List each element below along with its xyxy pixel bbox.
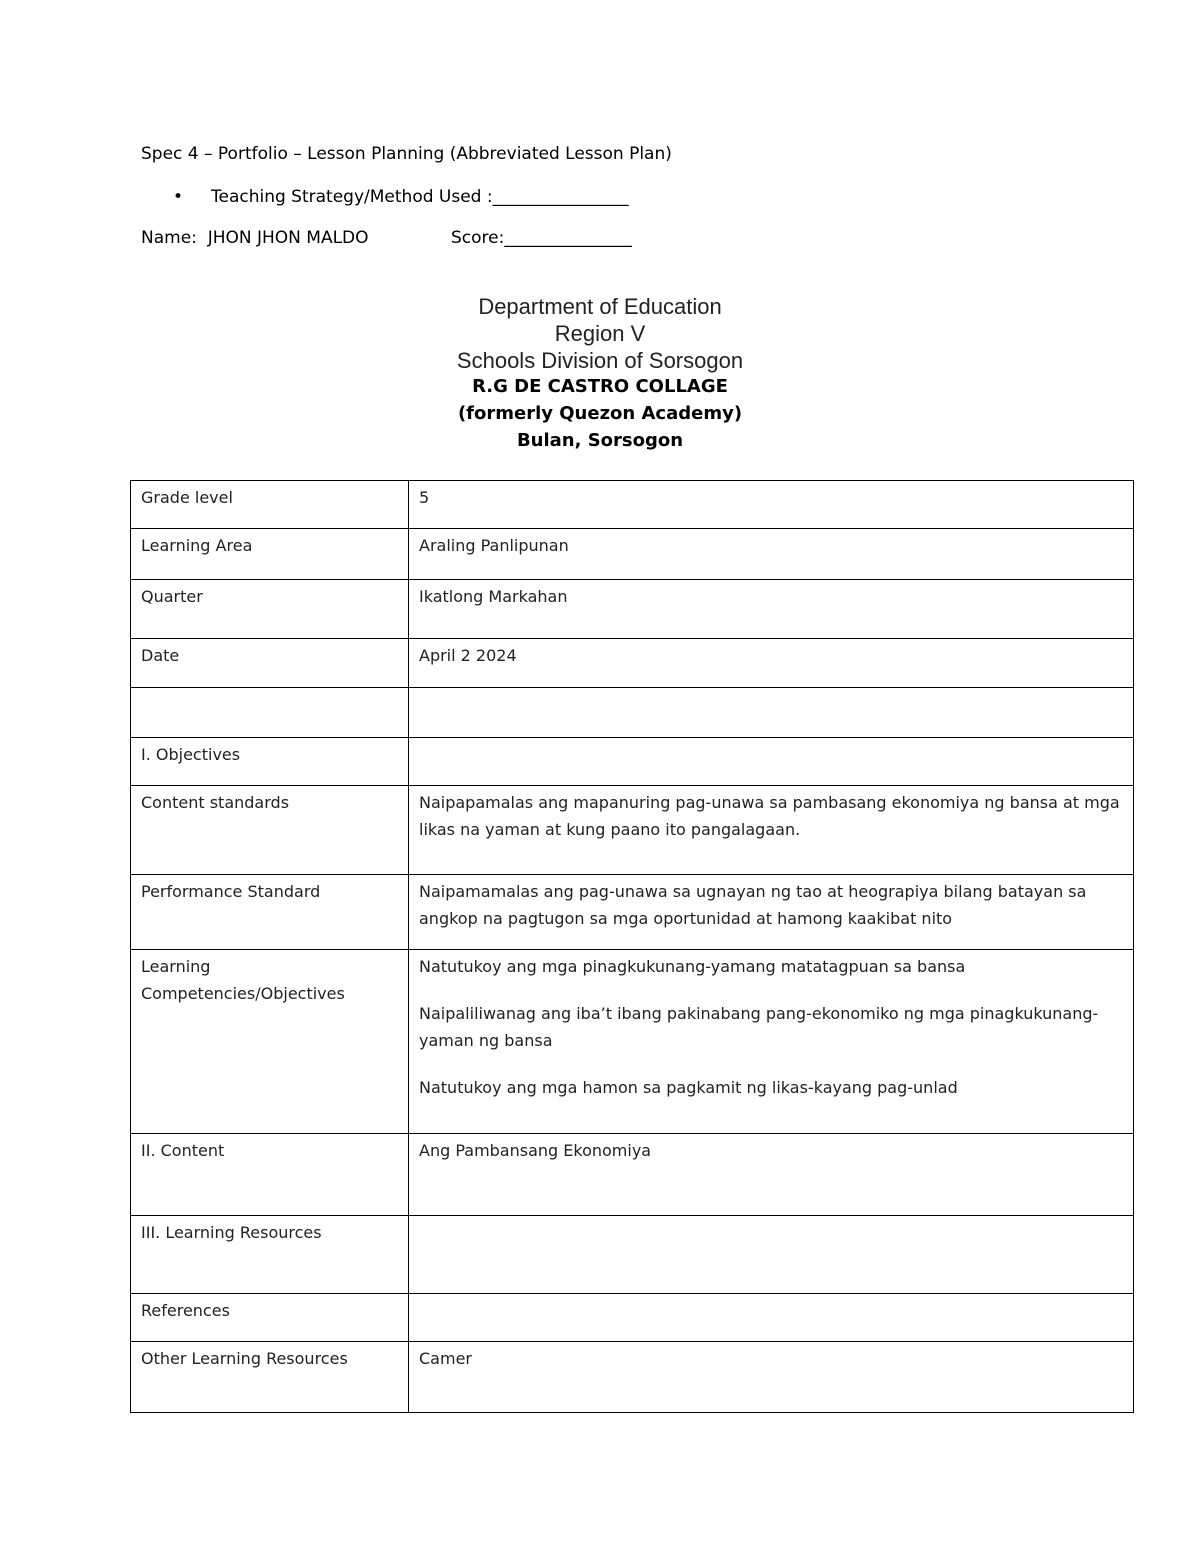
- table-row: [131, 481, 1134, 529]
- formerly-heading: (formerly Quezon Academy): [457, 403, 743, 424]
- row-label: Learning Area: [131, 529, 409, 580]
- table-row: [131, 639, 1134, 688]
- row-label: Content standards: [131, 786, 409, 875]
- row-label: I. Objectives: [131, 738, 409, 786]
- strategy-line: [173, 187, 629, 207]
- location-heading: Bulan, Sorsogon: [516, 430, 684, 451]
- college-heading: R.G DE CASTRO COLLAGE: [472, 376, 728, 397]
- row-value: [409, 688, 1134, 738]
- row-value: Ikatlong Markahan: [409, 580, 1134, 639]
- row-value: 5: [409, 481, 1134, 529]
- score-field: Score:_______________: [451, 228, 632, 248]
- student-name: Name: JHON JHON MALDO: [141, 228, 369, 248]
- row-label: III. Learning Resources: [131, 1216, 409, 1294]
- row-label: Grade level: [131, 481, 409, 529]
- row-label: [131, 688, 409, 738]
- row-label: Date: [131, 639, 409, 688]
- row-value: [409, 1216, 1134, 1294]
- bullet-icon: •: [173, 187, 184, 207]
- row-label: Quarter: [131, 580, 409, 639]
- table-row: [131, 950, 1134, 1134]
- row-value: [409, 950, 1134, 1134]
- document-title: Spec 4 – Portfolio – Lesson Planning (Abbreviated Lesson Plan): [141, 144, 672, 164]
- row-value: Ang Pambansang Ekonomiya: [409, 1134, 1134, 1216]
- row-label: Performance Standard: [131, 875, 409, 950]
- table-row: [131, 580, 1134, 639]
- row-value: [409, 738, 1134, 786]
- division-heading: Schools Division of Sorsogon: [456, 348, 744, 373]
- table-row: [131, 1342, 1134, 1413]
- row-value: April 2 2024: [409, 639, 1134, 688]
- table-row: [131, 529, 1134, 580]
- row-value: Naipapamalas ang mapanuring pag-unawa sa pambasang ekonomiya ng bansa at mga likas na yaman at kung paano ito pangalagaan.: [409, 786, 1134, 875]
- name-score-line: [141, 228, 632, 248]
- lesson-plan-table: [130, 480, 1134, 1413]
- row-label: Learning Competencies/Objectives: [131, 950, 409, 1134]
- row-label: II. Content: [131, 1134, 409, 1216]
- table-row: [131, 688, 1134, 738]
- table-row: [131, 786, 1134, 875]
- objective-item: Natutukoy ang mga pinagkukunang-yamang matatagpuan sa bansa: [419, 957, 966, 976]
- region-heading: Region V: [554, 321, 646, 346]
- row-value: Araling Panlipunan: [409, 529, 1134, 580]
- table-row: [131, 1216, 1134, 1294]
- objective-item: Natutukoy ang mga hamon sa pagkamit ng likas-kayang pag-unlad: [419, 1078, 958, 1097]
- table-row: [131, 1134, 1134, 1216]
- table-row: [131, 875, 1134, 950]
- row-label: Other Learning Resources: [131, 1342, 409, 1413]
- department-heading: Department of Education: [478, 294, 722, 319]
- row-value: [409, 1294, 1134, 1342]
- strategy-text: Teaching Strategy/Method Used :________________: [211, 187, 629, 207]
- objective-item: Naipaliliwanag ang iba’t ibang pakinabang pang-ekonomiko ng mga pinagkukunang-yaman ng bansa: [419, 1004, 1099, 1050]
- table-row: [131, 738, 1134, 786]
- row-value: Naipamamalas ang pag-unawa sa ugnayan ng tao at heograpiya bilang batayan sa angkop na pagtugon sa mga oportunidad at hamong kaakibat nito: [409, 875, 1134, 950]
- row-label: References: [131, 1294, 409, 1342]
- row-value: Camer: [409, 1342, 1134, 1413]
- table-row: [131, 1294, 1134, 1342]
